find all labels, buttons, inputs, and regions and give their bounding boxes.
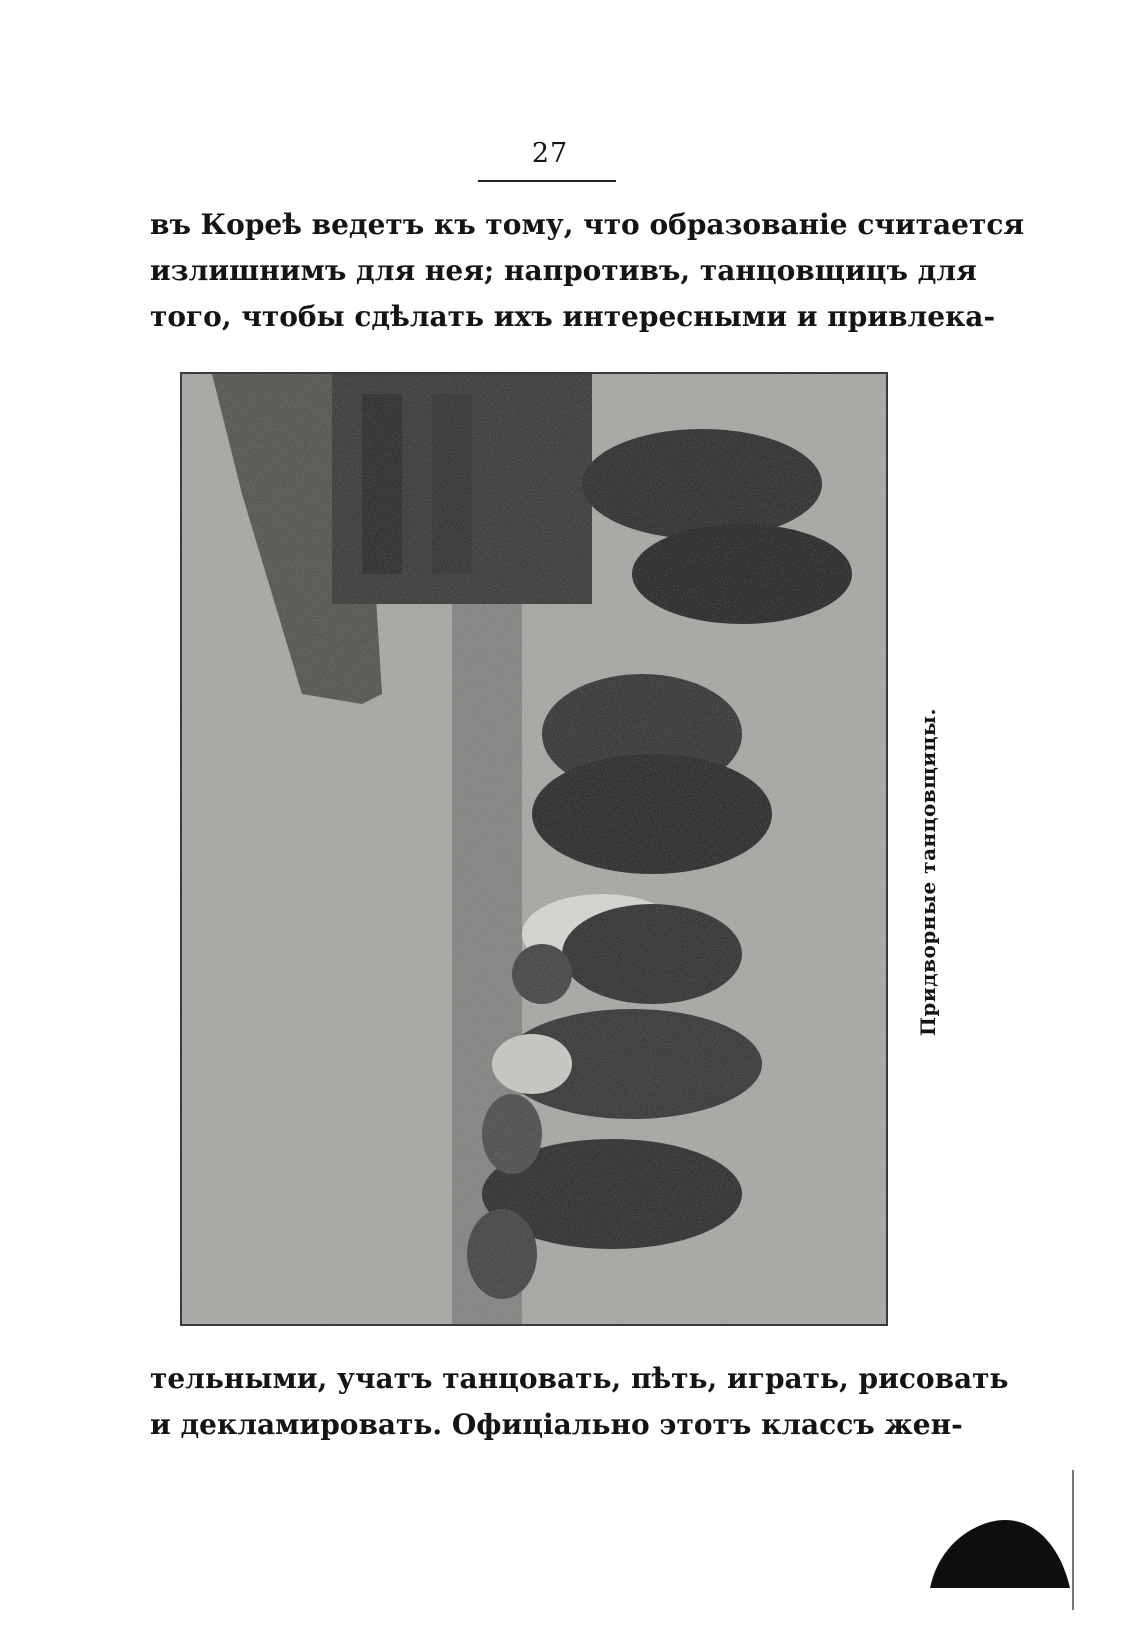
caption-text: Придворные танцовщицы. [916, 708, 940, 1036]
body-text-line-3: того, чтобы сдѣлать ихъ интересными и привлека- [150, 300, 996, 333]
body-text-line-4: тельными, учатъ танцовать, пѣть, играть, рисовать [150, 1362, 1009, 1395]
scan-margin-line [1072, 1470, 1074, 1610]
body-text-line-1: въ Кореѣ ведетъ къ тому, что образованіе считается [150, 208, 1025, 241]
photo-caption [906, 708, 950, 1036]
court-dancers-photo [182, 374, 886, 1324]
photograph [180, 372, 888, 1326]
body-text-line-5: и декламировать. Офиціально этотъ классъ жен- [150, 1408, 963, 1441]
page-number-rule [478, 180, 616, 182]
body-text-line-2: излишнимъ для нея; напротивъ, танцовщицъ для [150, 254, 977, 287]
page-number: 27 [531, 138, 569, 169]
scan-blot [930, 1510, 1070, 1588]
